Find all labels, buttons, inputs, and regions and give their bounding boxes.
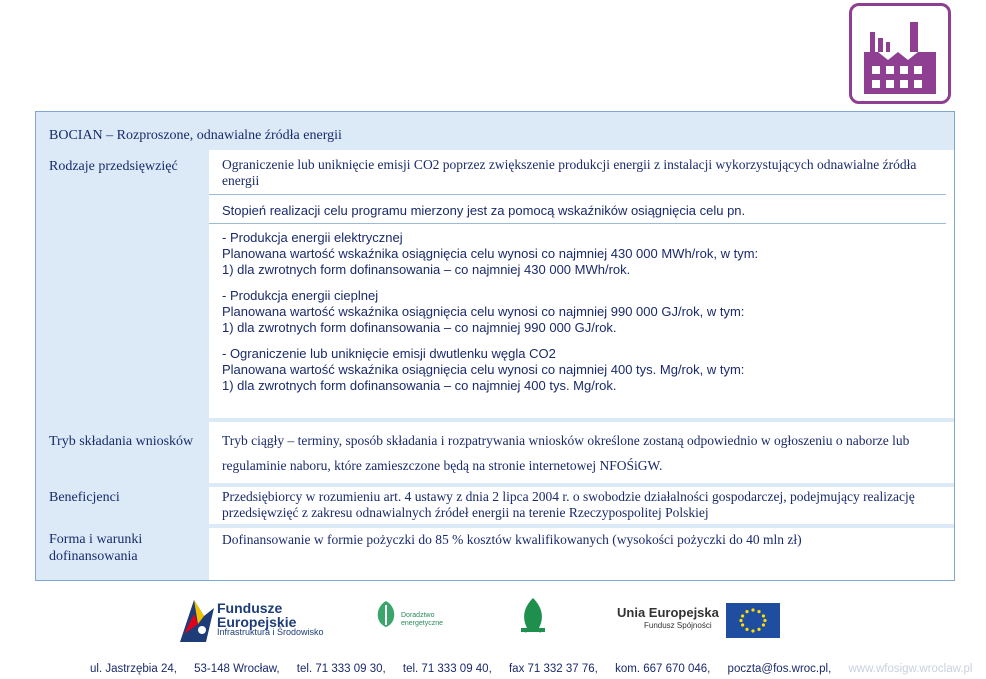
footer-tel1: tel. 71 333 09 30,	[296, 663, 386, 675]
footer-www-link[interactable]: www.wfosigw.wroclaw.pl	[848, 663, 973, 675]
de-line-1: Doradztwo	[401, 612, 435, 619]
section-line-cieplna-1: Planowana wartość wskaźnika osiągnięcia celu wynosi co najmniej 990 000 GJ/rok, w tym:	[222, 304, 745, 319]
section-line-co2-2: 1) dla zwrotnych form dofinansowania – co najmniej 400 tys. Mg/rok.	[222, 378, 617, 393]
footer-fax: fax 71 332 37 76,	[508, 663, 598, 675]
fe-logo-sub: Infrastruktura i Środowisko	[217, 627, 324, 637]
doradztwo-leaf-icon	[373, 599, 399, 629]
factory-icon	[858, 12, 942, 96]
divider	[209, 194, 946, 195]
footer-city: 53-148 Wrocław,	[194, 663, 280, 675]
forma-line-1: Dofinansowanie w formie pożyczki do 85 % kosztów kwalifikowanych (wysokości pożyczki do 40 mln zł)	[222, 532, 802, 547]
footer-address: ul. Jastrzębia 24,	[90, 663, 177, 675]
label-rodzaje-cell	[37, 150, 205, 418]
fe-line-2: Europejskie	[217, 614, 297, 630]
doradztwo-text	[401, 612, 443, 628]
fe-logo-text	[217, 601, 296, 629]
footer-mobile: kom. 667 670 046,	[615, 663, 711, 675]
contact-footer	[90, 663, 986, 675]
section-heading-cieplna: - Produkcja energii cieplnej	[222, 288, 379, 303]
label-tryb-cell	[37, 422, 205, 483]
section-heading-elektryczna: - Produkcja energii elektrycznej	[222, 230, 403, 245]
section-line-cieplna-2: 1) dla zwrotnych form dofinansowania – co najmniej 990 000 GJ/rok.	[222, 320, 617, 335]
beneficjenci-line-1: Przedsiębiorcy w rozumieniu art. 4 ustawy z dnia 2 lipca 2004 r. o swobodzie działalności gospodarczej, podejmujący realizację	[222, 489, 915, 504]
label-rodzaje: Rodzaje przedsięwzięć	[49, 159, 178, 174]
section-line-elektryczna-2: 1) dla zwrotnych form dofinansowania – co najmniej 430 000 MWh/rok.	[222, 262, 631, 277]
nfosigw-logo-icon	[517, 596, 549, 636]
label-tryb: Tryb składania wniosków	[49, 434, 194, 449]
label-forma-2: dofinansowania	[49, 549, 138, 564]
de-line-2: energetyczne	[401, 620, 444, 627]
content-beneficjenci-cell	[209, 487, 954, 524]
divider	[209, 223, 946, 224]
fe-line-1: Fundusze	[217, 600, 283, 616]
content-rodzaje-cell	[209, 150, 954, 418]
fundusze-europejskie-icon	[180, 594, 214, 642]
eu-flag-icon	[726, 603, 780, 638]
tryb-line-2: regulaminie naboru, które zamieszczone będą na stronie internetowej NFOŚiGW.	[222, 458, 663, 473]
eu-title: Unia Europejska	[617, 605, 719, 620]
tryb-line-1: Tryb ciągły – terminy, sposób składania i rozpatrywania wniosków określone zostaną odpowiednio w ogłoszeniu o naborze lub	[222, 433, 910, 448]
content-tryb-cell	[209, 422, 954, 483]
factory-logo	[849, 3, 951, 104]
section-line-elektryczna-1: Planowana wartość wskaźnika osiągnięcia celu wynosi co najmniej 430 000 MWh/rok, w tym:	[222, 246, 759, 261]
label-beneficjenci-cell	[37, 487, 205, 524]
rodzaje-intro: Ograniczenie lub uniknięcie emisji CO2 poprzez zwiększenie produkcji energii z instalacji wykorzystujących odnawialne źródła	[222, 157, 917, 172]
program-title: BOCIAN – Rozproszone, odnawialne źródła energii	[49, 128, 342, 143]
beneficjenci-line-2: przedsięwzięć z zakresu odnawialnych źródeł energii na terenie Rzeczypospolitej Polskiej	[222, 505, 709, 520]
label-beneficjenci: Beneficjenci	[49, 490, 120, 505]
section-line-co2-1: Planowana wartość wskaźnika osiągnięcia celu wynosi co najmniej 400 tys. Mg/rok, w tym:	[222, 362, 745, 377]
eu-sub: Fundusz Spójności	[644, 621, 712, 630]
label-forma-1: Forma i warunki	[49, 532, 143, 547]
footer-tel2: tel. 71 333 09 40,	[402, 663, 492, 675]
label-forma-cell	[37, 528, 205, 580]
section-heading-co2: - Ograniczenie lub uniknięcie emisji dwutlenku węgla CO2	[222, 346, 556, 361]
content-forma-cell	[209, 528, 954, 580]
footer-email[interactable]: poczta@fos.wroc.pl,	[727, 663, 832, 675]
rodzaje-stopien: Stopień realizacji celu programu mierzony jest za pomocą wskaźników osiągnięcia celu pn.	[222, 203, 746, 218]
program-table	[35, 111, 955, 581]
rodzaje-intro-cont: energii	[222, 173, 260, 188]
